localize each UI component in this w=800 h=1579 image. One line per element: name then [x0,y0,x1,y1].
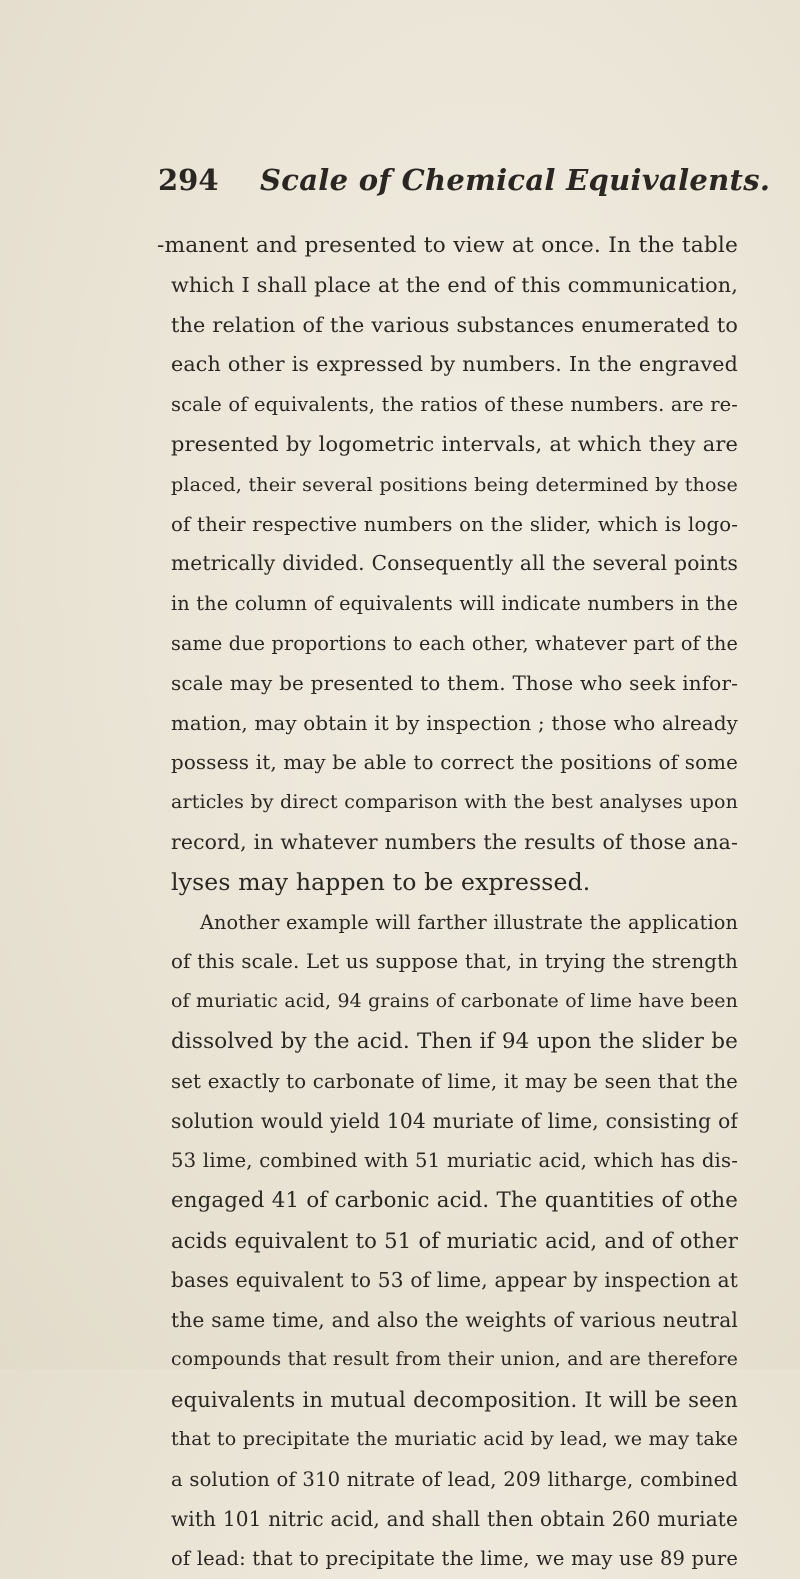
body-text [157,226,738,1579]
text-line: which I shall place at the end of this communication, [171,272,738,297]
paragraph-1 [157,226,738,903]
text-line: solution would yield 104 muriate of lime, consisting of [171,1108,738,1133]
text-line: lyses may happen to be expressed. [171,867,591,896]
text-line: bases equivalent to 53 of lime, appear by inspection at [171,1267,738,1292]
text-line: equivalents in mutual decomposition. It will be seen [171,1387,738,1413]
text-line: dissolved by the acid. Then if 94 upon the slider be [171,1028,738,1054]
text-line: 53 lime, combined with 51 muriatic acid, which has dis- [171,1149,738,1173]
text-line: of their respective numbers on the slider, which is logo- [171,512,738,536]
text-line: same due proportions to each other, whatever part of the [171,631,738,655]
text-line: the same time, and also the weights of various neutral [171,1307,738,1332]
text-line: scale may be presented to them. Those who seek infor- [171,671,738,695]
text-line: the relation of the various substances enumerated to [171,312,738,337]
text-line: -manent and presented to view at once. In the table [157,233,738,258]
text-line: of muriatic acid, 94 grains of carbonate of lime have been [171,990,738,1013]
text-line: a solution of 310 nitrate of lead, 209 litharge, combined [171,1467,738,1491]
text-line: with 101 nitric acid, and shall then obtain 260 muriate [171,1506,738,1531]
text-line: record, in whatever numbers the results of those ana- [171,829,738,854]
text-line: of this scale. Let us suppose that, in trying the strength [171,950,738,974]
text-line: acids equivalent to 51 of muriatic acid, and of other [171,1227,738,1253]
text-line: each other is expressed by numbers. In the engraved [171,352,738,377]
text-line: Another example will farther illustrate the application [200,910,738,934]
text-line: in the column of equivalents will indicate numbers in the [171,592,738,616]
text-line: possess it, may be able to correct the positions of some [171,751,738,775]
text-line: that to precipitate the muriatic acid by lead, we may take [171,1427,738,1450]
text-line: presented by logometric intervals, at which they are [171,431,738,456]
text-line: of lead: that to precipitate the lime, we may use 89 pure [171,1547,738,1571]
text-line: compounds that result from their union, and are therefore [171,1349,738,1371]
text-line: metrically divided. Consequently all the several points [171,551,738,576]
running-head [158,160,771,200]
paragraph-2 [171,903,738,1579]
text-line: set exactly to carbonate of lime, it may be seen that the [171,1069,738,1093]
text-line: placed, their several positions being determined by those [171,472,738,496]
page-number: 294 [158,163,219,197]
running-title: Scale of Chemical Equivalents. [260,163,771,197]
text-line: mation, may obtain it by inspection ; those who already [171,711,738,735]
text-line: engaged 41 of carbonic acid. The quantities of othe [171,1188,738,1214]
text-line: scale of equivalents, the ratios of these numbers. are re- [171,393,738,417]
text-line: articles by direct comparison with the best analyses upon [171,791,738,814]
